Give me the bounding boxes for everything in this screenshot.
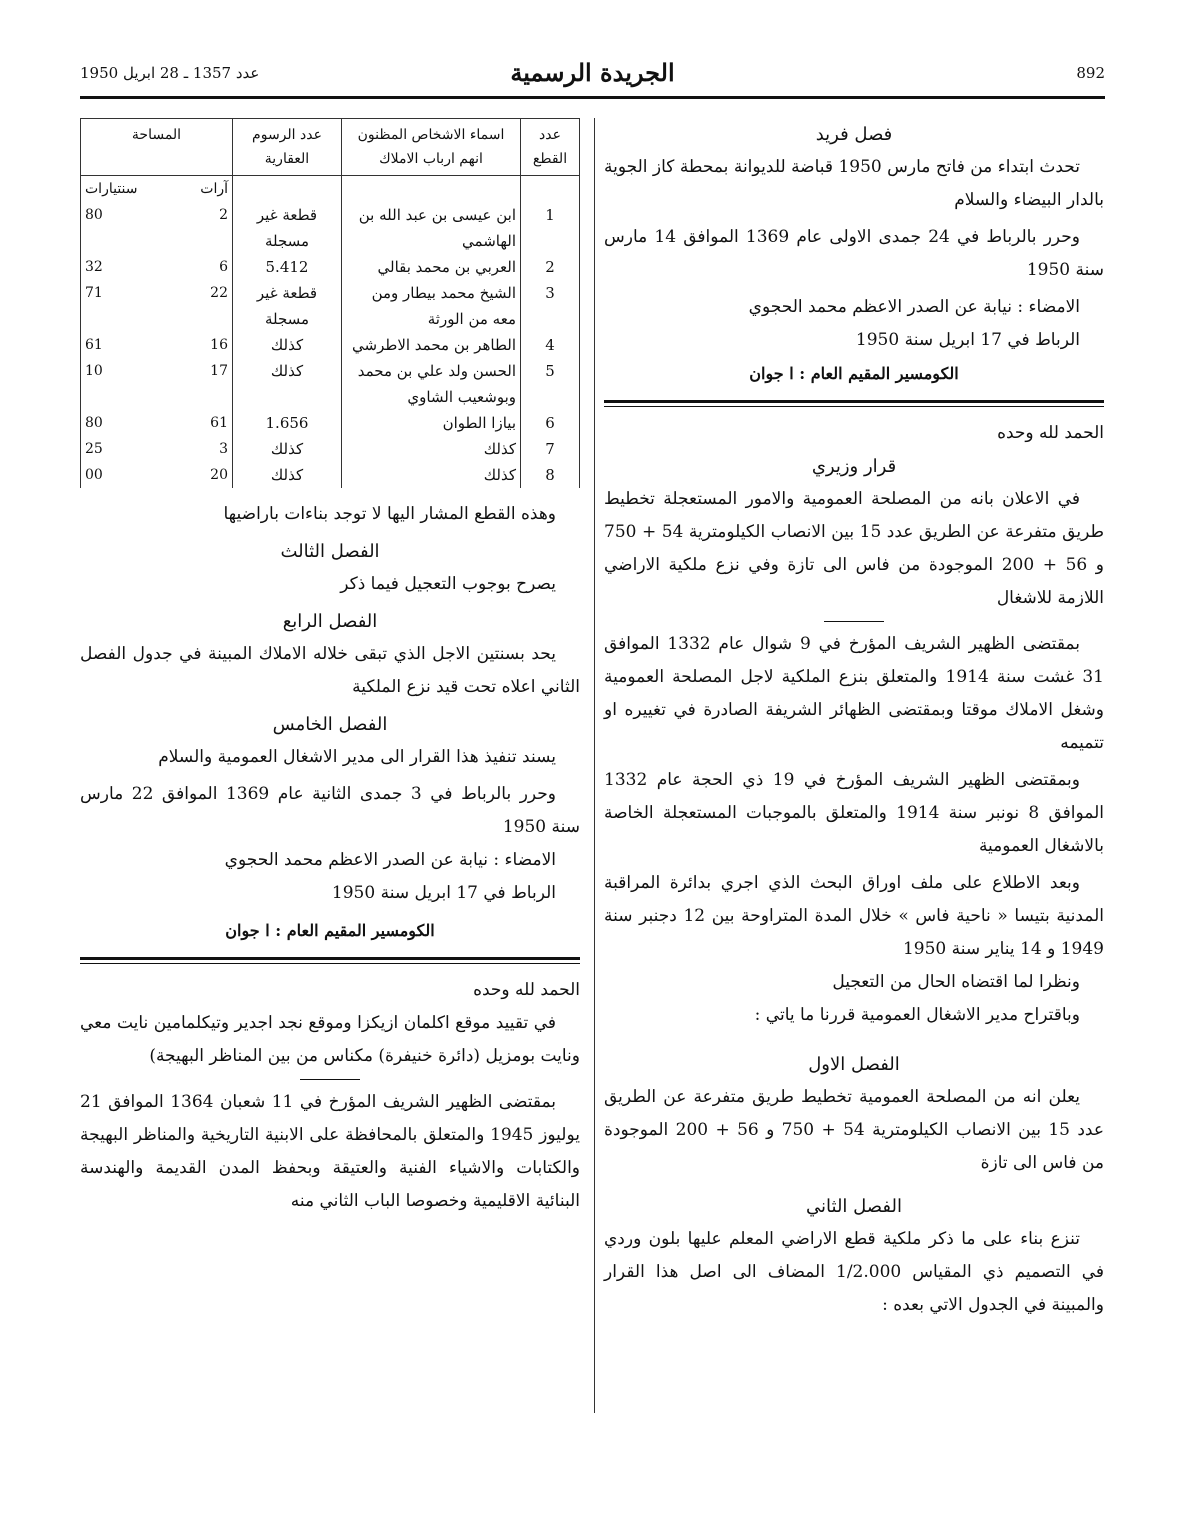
plot-no: 5	[521, 358, 580, 410]
centiares-value: 80	[85, 207, 103, 223]
table-row	[81, 280, 580, 332]
page-header	[80, 58, 1105, 90]
centiares-value: 80	[85, 415, 103, 431]
owner-name: العربي بن محمد بقالي	[342, 254, 521, 280]
header-titles: عدد الرسوم العقارية	[233, 119, 342, 176]
ares-value: 16	[210, 337, 228, 353]
resident-general: الكومسير المقيم العام : ا جوان	[225, 921, 435, 940]
resident-general: الكومسير المقيم العام : ا جوان	[749, 364, 959, 383]
owner-name: الحسن ولد علي بن محمد وبوشعيب الشاوي	[342, 358, 521, 410]
owner-name: كذلك	[342, 436, 521, 462]
chapter-4-title: الفصل الرابع	[282, 611, 378, 632]
table-row	[81, 202, 580, 254]
land-title: 5.412	[233, 254, 342, 280]
header-area-label: المساحة	[131, 127, 182, 143]
chapter-5-text: يسند تنفيذ هذا القرار الى مدير الاشغال العمومية والسلام	[158, 747, 556, 767]
ares-value: 3	[219, 441, 228, 457]
plot-no: 7	[521, 436, 580, 462]
ares-value: 6	[219, 259, 228, 275]
issue-info: عدد 1357 ـ 28 ابريل 1950	[80, 64, 260, 82]
whereas-3: وبعد الاطلاع على ملف اوراق البحث الذي اجري بدائرة المراقبة المدنية بتيسا « ناحية فاس » خلال المدة المتراوحة بين 12 دجنبر سنة 1949 و 14 يناير سنة 1950	[604, 873, 1105, 959]
short-rule	[300, 1079, 360, 1080]
land-title: كذلك	[233, 462, 342, 488]
header-owners: اسماء الاشخاص المظنون انهم ارباب الاملاك	[342, 119, 521, 176]
table-row	[81, 462, 580, 488]
land-title: كذلك	[233, 332, 342, 358]
land-title: كذلك	[233, 358, 342, 410]
table-row	[81, 410, 580, 436]
gazette-title: الجريدة الرسمية	[510, 58, 675, 87]
table-header-row	[81, 119, 580, 176]
plot-no: 4	[521, 332, 580, 358]
table-row	[81, 436, 580, 462]
done-at: وحرر بالرباط في 3 جمدى الثانية عام 1369 الموافق 22 مارس سنة 1950	[80, 784, 580, 837]
plot-no: 1	[521, 202, 580, 254]
plot-no: 3	[521, 280, 580, 332]
table-row	[81, 358, 580, 410]
right-column	[604, 118, 1104, 1322]
centiares-value: 10	[85, 363, 103, 379]
plot-no: 2	[521, 254, 580, 280]
decree-intro: في الاعلان بانه من المصلحة العمومية والامور المستعجلة تخطيط طريق متفرعة عن الطريق عدد 15 بين الانصاب الكيلومترية 54 + 750 و 56 + 200 الموجودة من فاس الى تازة وفي نزع ملكية الاراضي اللازمة للاشغال	[604, 489, 1104, 608]
seen-at: الرباط في 17 ابريل سنة 1950	[855, 330, 1080, 350]
praise-line: الحمد لله وحده	[473, 980, 580, 1000]
centiares-value: 00	[85, 467, 103, 483]
whereas-5: وباقتراح مدير الاشغال العمومية قررنا ما ياتي :	[754, 1005, 1080, 1025]
chapter-4-text: يحد بسنتين الاجل الذي تبقى خلاله الاملاك المبينة في جدول الفصل الثاني اعلاه تحت قيد نزع الملكية	[80, 644, 580, 697]
centiares-value: 32	[85, 259, 103, 275]
praise-line: الحمد لله وحده	[997, 423, 1104, 443]
whereas-4: ونظرا لما اقتضاه الحال من التعجيل	[832, 972, 1080, 992]
left-column	[80, 118, 580, 1218]
chapter-1-text: يعلن انه من المصلحة العمومية تخطيط طريق متفرعة عن الطريق عدد 15 بين الانصاب الكيلومترية 54 + 750 و 56 + 200 الموجودة من فاس الى تازة	[604, 1087, 1104, 1173]
chapter-1-title: الفصل الاول	[808, 1054, 900, 1075]
owner-name: كذلك	[342, 462, 521, 488]
ares-value: 2	[219, 207, 228, 223]
no-buildings-note: وهذه القطع المشار اليها لا توجد بناءات باراضيها	[223, 504, 556, 524]
land-title: كذلك	[233, 436, 342, 462]
centiares-value: 61	[85, 337, 103, 353]
unit-centiares: سنتيارات	[85, 181, 138, 197]
short-rule	[824, 621, 884, 622]
done-at: وحرر بالرباط في 24 جمدى الاولى عام 1369 الموافق 14 مارس سنة 1950	[604, 227, 1104, 280]
chapter-3-title: الفصل الثالث	[280, 541, 380, 562]
centiares-value: 71	[85, 285, 103, 301]
ares-value: 61	[210, 415, 228, 431]
land-table	[80, 118, 580, 488]
chapter-2-title: الفصل الثاني	[806, 1196, 902, 1217]
ares-value: 17	[210, 363, 228, 379]
owner-name: ابن عيسى بن عبد الله بن الهاشمي	[342, 202, 521, 254]
header-area	[81, 119, 233, 176]
land-title: 1.656	[233, 410, 342, 436]
ares-value: 22	[210, 285, 228, 301]
chapter-3-text: يصرح بوجوب التعجيل فيما ذكر	[340, 574, 556, 594]
section-rule	[604, 400, 1104, 407]
unit-ares: آرات	[200, 181, 228, 197]
owner-name: الشيخ محمد بيطار ومن معه من الورثة	[342, 280, 521, 332]
table-row	[81, 254, 580, 280]
plot-no: 6	[521, 410, 580, 436]
page-number: 892	[1076, 64, 1105, 82]
land-title: قطعة غير مسجلة	[233, 280, 342, 332]
whereas-2: وبمقتضى الظهير الشريف المؤرخ في 19 ذي الحجة عام 1332 الموافق 8 نونبر سنة 1914 والمتعلق بالموجبات المستعجلة الخاصة بالاشغال العمومية	[604, 770, 1104, 856]
plot-no: 8	[521, 462, 580, 488]
chapter-title: فصل فريد	[815, 124, 893, 145]
signature: الامضاء : نيابة عن الصدر الاعظم محمد الحجوي	[748, 297, 1080, 317]
header-plot-no: عدد القطع	[521, 119, 580, 176]
decree-title: قرار وزيري	[811, 456, 897, 477]
header-rule	[80, 96, 1105, 99]
owner-name: بيازا الطوان	[342, 410, 521, 436]
chapter-5-title: الفصل الخامس	[272, 714, 388, 735]
land-title: قطعة غير مسجلة	[233, 202, 342, 254]
section-rule	[80, 957, 580, 964]
table-row	[81, 332, 580, 358]
ares-value: 20	[210, 467, 228, 483]
table-units-row	[81, 176, 580, 203]
whereas-1: بمقتضى الظهير الشريف المؤرخ في 11 شعبان 1364 الموافق 21 يوليوز 1945 والمتعلق بالمحافظة على الابنية التاريخية والمناظر البهيجة والكتابات والاشياء الفنية والعتيقة وبحفظ المدن القديمة والهندسة البنائية الاقليمية وخصوصا الباب الثاني منه	[80, 1092, 581, 1211]
decree-intro: في تقييد موقع اكلمان ازيكزا وموقع نجد اجدير وتيكلمامين نايت معي ونايت بومزيل (دائرة خنيفرة) مكناس من بين المناظر البهيجة)	[80, 1013, 580, 1066]
chapter-2-text: تنزع بناء على ما ذكر ملكية قطع الاراضي المعلم عليها بلون وردي في التصميم ذي المقياس 1/2.000 المضاف الى اصل هذا القرار والمبينة في الجدول الاتي بعده :	[604, 1229, 1105, 1315]
whereas-1: بمقتضى الظهير الشريف المؤرخ في 9 شوال عام 1332 الموافق 31 غشت سنة 1914 والمتعلق بنزع الملكية لاجل المصلحة العمومية وشغل الاملاك موقتا وبمقتضى الظهائر الشريفة الصادرة في تغييره او تتميمه	[604, 634, 1104, 753]
centiares-value: 25	[85, 441, 103, 457]
column-divider	[594, 118, 595, 1413]
owner-name: الطاهر بن محمد الاطرشي	[342, 332, 521, 358]
signature: الامضاء : نيابة عن الصدر الاعظم محمد الحجوي	[224, 850, 556, 870]
seen-at: الرباط في 17 ابريل سنة 1950	[331, 883, 556, 903]
chapter-text: تحدث ابتداء من فاتح مارس 1950 قباضة للديوانة بمحطة كاز الجوية بالدار البيضاء والسلام	[604, 157, 1104, 210]
